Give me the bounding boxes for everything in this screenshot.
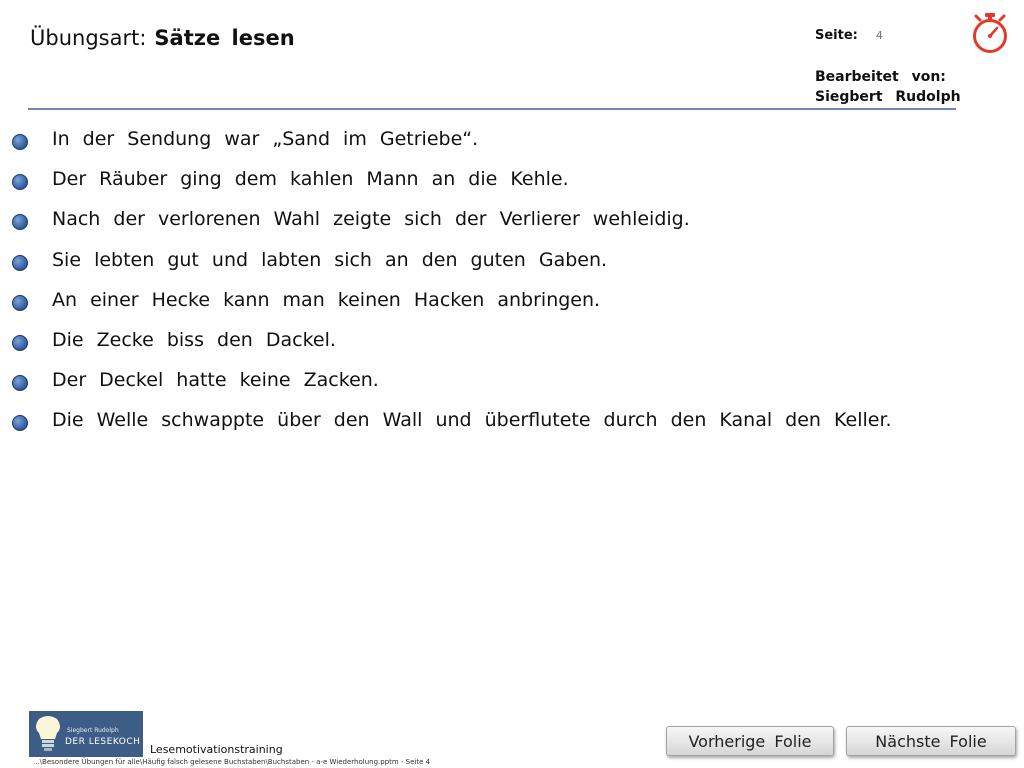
page-label: Seite: bbox=[815, 28, 858, 43]
page-info bbox=[815, 28, 883, 43]
sentence-text: Der Deckel hatte keine Zacken. bbox=[52, 369, 379, 392]
lightbulb-icon bbox=[33, 715, 63, 757]
sentence-text: Der Räuber ging dem kahlen Mann an die Kehle. bbox=[52, 168, 569, 191]
author-info bbox=[815, 67, 961, 107]
next-slide-button[interactable]: Nächste Folie bbox=[846, 726, 1016, 756]
sentence-text: Die Welle schwappte über den Wall und überflutete durch den Kanal den Keller. bbox=[52, 409, 892, 432]
round-bullet-icon bbox=[12, 174, 28, 190]
sentence-text: Die Zecke biss den Dackel. bbox=[52, 328, 336, 351]
exercise-type-value: Sätze lesen bbox=[154, 26, 295, 50]
exercise-type-label: Übungsart: bbox=[30, 26, 147, 50]
logo-author: Siegbert Rudolph bbox=[67, 727, 119, 734]
page-title bbox=[30, 26, 295, 50]
author-line-2: Siegbert Rudolph bbox=[815, 89, 961, 105]
logo-title: DER LESEKOCH bbox=[65, 737, 141, 747]
stopwatch-icon[interactable] bbox=[970, 12, 1010, 54]
round-bullet-icon bbox=[12, 255, 28, 271]
sentence-text: Sie lebten gut und labten sich an den guten Gaben. bbox=[52, 248, 608, 271]
sentence-text: In der Sendung war „Sand im Getriebe“. bbox=[52, 128, 479, 150]
lesekoch-logo bbox=[29, 711, 143, 757]
sentence-text: An einer Hecke kann man keinen Hacken anbringen. bbox=[52, 288, 601, 311]
round-bullet-icon bbox=[12, 415, 28, 431]
round-bullet-icon bbox=[12, 214, 28, 230]
footer-label: Lesemotivationstraining bbox=[150, 743, 283, 756]
author-line-1: Bearbeitet von: bbox=[815, 69, 946, 85]
round-bullet-icon bbox=[12, 295, 28, 311]
page-number: 4 bbox=[875, 29, 883, 42]
header-divider bbox=[28, 108, 956, 110]
round-bullet-icon bbox=[12, 335, 28, 351]
round-bullet-icon bbox=[12, 134, 28, 150]
round-bullet-icon bbox=[12, 375, 28, 391]
footer-file-path: ...\Besondere Übungen für alle\Häufig falsch gelesene Buchstaben\Buchstaben - a-e Wiederholung.pptm - Seite 4 bbox=[33, 758, 431, 766]
sentence-text: Nach der verlorenen Wahl zeigte sich der Verlierer wehleidig. bbox=[52, 208, 690, 231]
previous-slide-button[interactable]: Vorherige Folie bbox=[666, 726, 834, 756]
